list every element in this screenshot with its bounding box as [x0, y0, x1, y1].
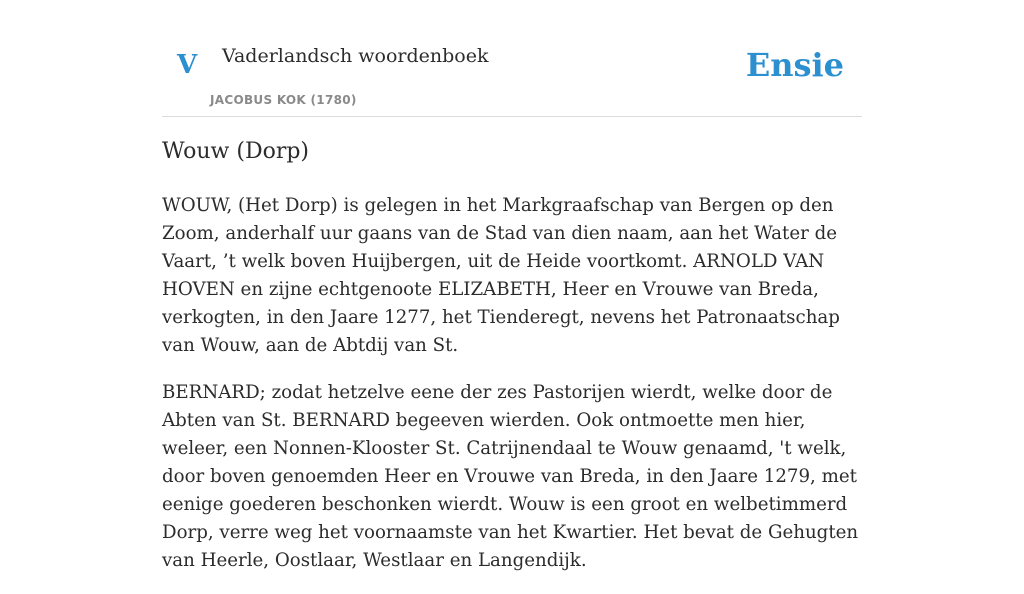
- ensie-logo[interactable]: Ensie: [745, 46, 844, 84]
- entry-title: Wouw (Dorp): [162, 139, 310, 164]
- entry-paragraph: WOUW, (Het Dorp) is gelegen in het Markgraafschap van Bergen op den Zoom, anderhalf uur gaans van de Stad van dien naam, aan het Water de Vaart, ’t welk boven Huijbergen, uit de Heide voortkomt. ARNOLD VAN HOVEN en zijne echtgenoote ELIZABETH, Heer en Vrouwe van Breda, verkogten, in den Jaare 1277, het Tienderegt, nevens het Patronaatschap van Wouw, aan de Abtdij van St.: [162, 195, 840, 356]
- book-letter-badge[interactable]: V: [177, 50, 198, 80]
- entry-body: [162, 192, 872, 594]
- entry-paragraph: BERNARD; zodat hetzelve eene der zes Pastorijen wierdt, welke door de Abten van St. BERNARD begeeven wierden. Ook ontmoette men hier, weleer, een Nonnen-Klooster St. Catrijnendaal te Wouw genaamd, 't welk, door boven genoemden Heer en Vrouwe van Breda, in den Jaare 1279, met eenige goederen beschonken wierdt. Wouw is een groot en welbetimmerd Dorp, verre weg het voornaamste van het Kwartier. Het bevat de Gehugten van Heerle, Oostlaar, Westlaar en Langendijk.: [162, 382, 859, 571]
- book-author: JACOBUS KOK (1780): [210, 93, 357, 107]
- book-title[interactable]: Vaderlandsch woordenboek: [222, 45, 489, 67]
- header: [162, 0, 862, 117]
